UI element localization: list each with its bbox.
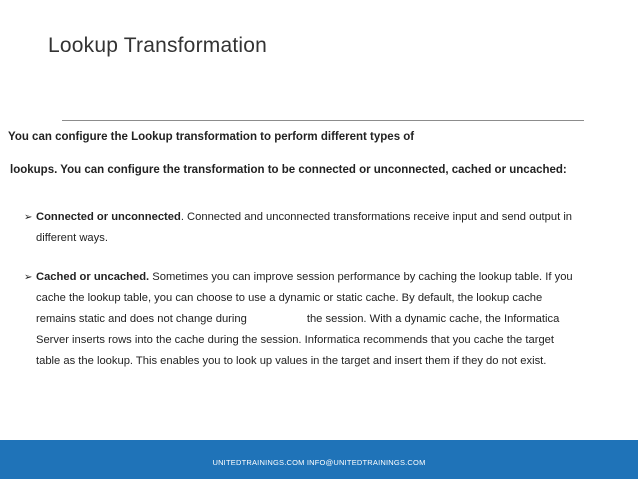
bullet-cached bbox=[24, 267, 620, 372]
intro-line-2: lookups. You can configure the transformation to be connected or unconnected, cached or uncached: bbox=[10, 164, 567, 176]
bullet-text: cache the lookup table, you can choose to use a dynamic or static cache. By default, the lookup cache bbox=[36, 292, 543, 304]
title-divider bbox=[62, 120, 584, 121]
bullet-connected bbox=[24, 207, 620, 249]
bullet-text: table as the lookup. This enables you to look up values in the target and insert them if they do not exist. bbox=[36, 355, 547, 367]
intro-line-1: You can configure the Lookup transformation to perform different types of bbox=[8, 131, 415, 143]
bullet-text: Server inserts rows into the cache during the session. Informatica recommends that you cache the target bbox=[36, 334, 554, 346]
bullet-heading: Cached or uncached. bbox=[36, 271, 150, 283]
footer-bar bbox=[0, 440, 638, 479]
footer-text: UNITEDTRAININGS.COM INFO@UNITEDTRAININGS.COM bbox=[212, 458, 426, 467]
bullet-text: Sometimes you can improve session performance by caching the lookup table. If you bbox=[149, 271, 573, 283]
arrow-bullet-icon: ➢ bbox=[24, 212, 33, 223]
bullet-text: remains static and does not change during bbox=[36, 313, 247, 325]
bullet-heading: Connected or unconnected bbox=[36, 211, 181, 223]
slide-title: Lookup Transformation bbox=[48, 34, 267, 57]
bullet-text: . Connected and unconnected transformations receive input and send output in bbox=[180, 211, 573, 223]
bullet-text: the session. With a dynamic cache, the Informatica bbox=[306, 313, 560, 325]
bullet-text: different ways. bbox=[36, 232, 108, 244]
arrow-bullet-icon: ➢ bbox=[24, 272, 33, 283]
